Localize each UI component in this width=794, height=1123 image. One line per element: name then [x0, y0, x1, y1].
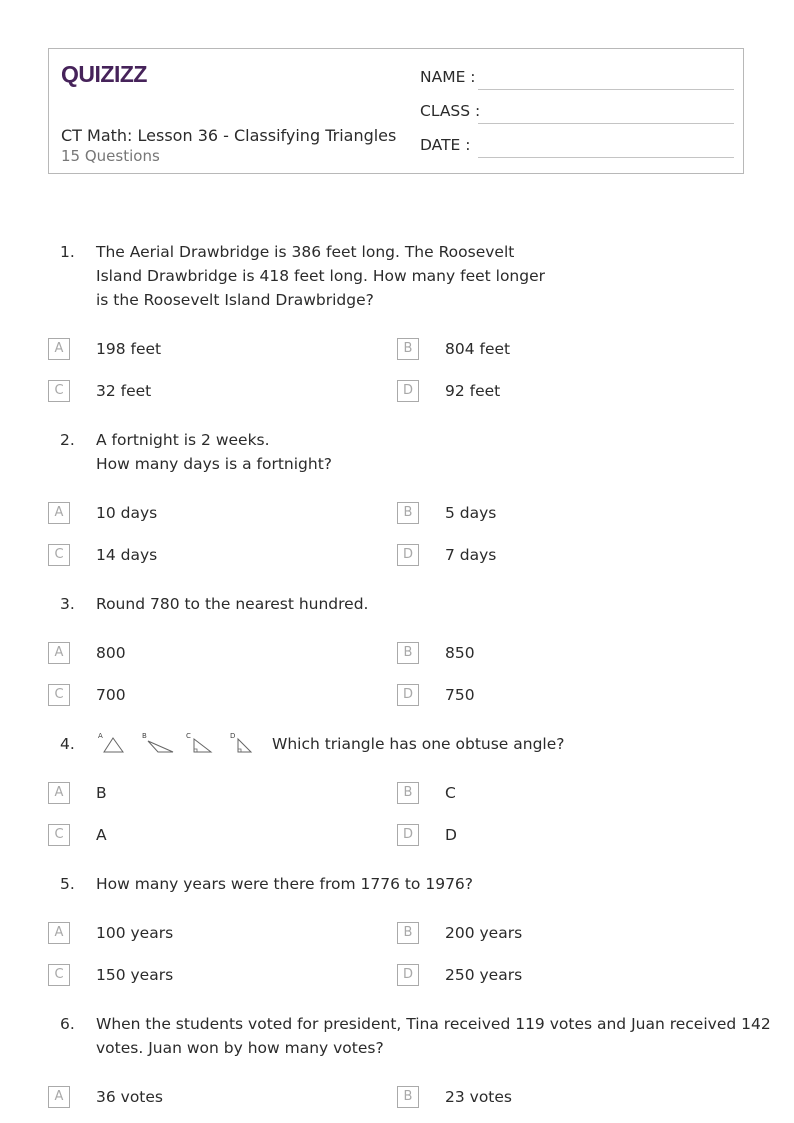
option-letter-box: C [48, 380, 70, 402]
worksheet-title: CT Math: Lesson 36 - Classifying Triangles [61, 126, 397, 145]
option-letter-box: A [48, 922, 70, 944]
option-text: 850 [445, 644, 475, 662]
triangle-label: D [230, 732, 236, 740]
option-letter-box: B [397, 922, 419, 944]
question-text: When the students voted for president, Tina received 119 votes and Juan received 142 votes. Juan won by how many votes? [96, 1015, 771, 1057]
option-text: 700 [96, 686, 126, 704]
option-letter-box: A [48, 642, 70, 664]
option-text: 5 days [445, 504, 497, 522]
option-text: 250 years [445, 966, 523, 984]
right-triangle-icon [192, 736, 214, 754]
option-text: D [445, 826, 457, 844]
question-text: Round 780 to the nearest hundred. [96, 595, 369, 613]
class-label: CLASS : [420, 102, 481, 120]
option-text: 14 days [96, 546, 158, 564]
question-number: 5. [60, 875, 75, 893]
question-text: A fortnight is 2 weeks. How many days is a fortnight? [96, 431, 332, 473]
option-letter-box: D [397, 824, 419, 846]
triangle-label: C [186, 732, 191, 740]
option-text: B [96, 784, 107, 802]
option-text: C [445, 784, 456, 802]
option-text: A [96, 826, 107, 844]
option-letter-box: B [397, 782, 419, 804]
option-text: 750 [445, 686, 475, 704]
triangle-label: B [142, 732, 147, 740]
option-text: 7 days [445, 546, 497, 564]
date-field[interactable] [478, 157, 734, 158]
option-letter-box: D [397, 380, 419, 402]
option-text: 32 feet [96, 382, 152, 400]
option-letter-box: D [397, 684, 419, 706]
class-field[interactable] [478, 123, 734, 124]
option-letter-box: D [397, 544, 419, 566]
option-text: 100 years [96, 924, 174, 942]
question-number: 1. [60, 243, 75, 261]
option-letter-box: A [48, 502, 70, 524]
option-text: 36 votes [96, 1088, 163, 1106]
worksheet-header [48, 48, 744, 174]
question-number: 6. [60, 1015, 75, 1033]
option-text: 10 days [96, 504, 158, 522]
option-letter-box: A [48, 782, 70, 804]
option-text: 800 [96, 644, 126, 662]
option-letter-box: A [48, 1086, 70, 1108]
option-letter-box: C [48, 824, 70, 846]
option-text: 804 feet [445, 340, 511, 358]
option-letter-box: A [48, 338, 70, 360]
question-number: 3. [60, 595, 75, 613]
option-letter-box: D [397, 964, 419, 986]
name-field[interactable] [478, 89, 734, 90]
obtuse-triangle-icon [147, 736, 175, 754]
svg-text:QUIZIZZ: QUIZIZZ [61, 61, 147, 87]
option-letter-box: B [397, 1086, 419, 1108]
question-number: 4. [60, 735, 75, 753]
option-letter-box: C [48, 684, 70, 706]
option-letter-box: B [397, 502, 419, 524]
question-text: How many years were there from 1776 to 1976? [96, 875, 474, 893]
right-triangle-icon [236, 736, 254, 754]
date-label: DATE : [420, 136, 471, 154]
question-text: The Aerial Drawbridge is 386 feet long. The Roosevelt Island Drawbridge is 418 feet long. How many feet longer is the Roosevelt Island Drawbridge? [96, 243, 546, 309]
acute-triangle-icon [103, 736, 125, 754]
option-letter-box: B [397, 338, 419, 360]
quizizz-logo [61, 61, 153, 87]
question-text: Which triangle has one obtuse angle? [272, 735, 565, 753]
triangle-figures [96, 732, 276, 756]
question-count: 15 Questions [61, 147, 160, 165]
option-letter-box: C [48, 544, 70, 566]
option-text: 150 years [96, 966, 174, 984]
option-text: 198 feet [96, 340, 162, 358]
triangle-label: A [98, 732, 103, 740]
question-number: 2. [60, 431, 75, 449]
option-letter-box: B [397, 642, 419, 664]
option-text: 92 feet [445, 382, 501, 400]
name-label: NAME : [420, 68, 476, 86]
option-letter-box: C [48, 964, 70, 986]
option-text: 200 years [445, 924, 523, 942]
option-text: 23 votes [445, 1088, 512, 1106]
